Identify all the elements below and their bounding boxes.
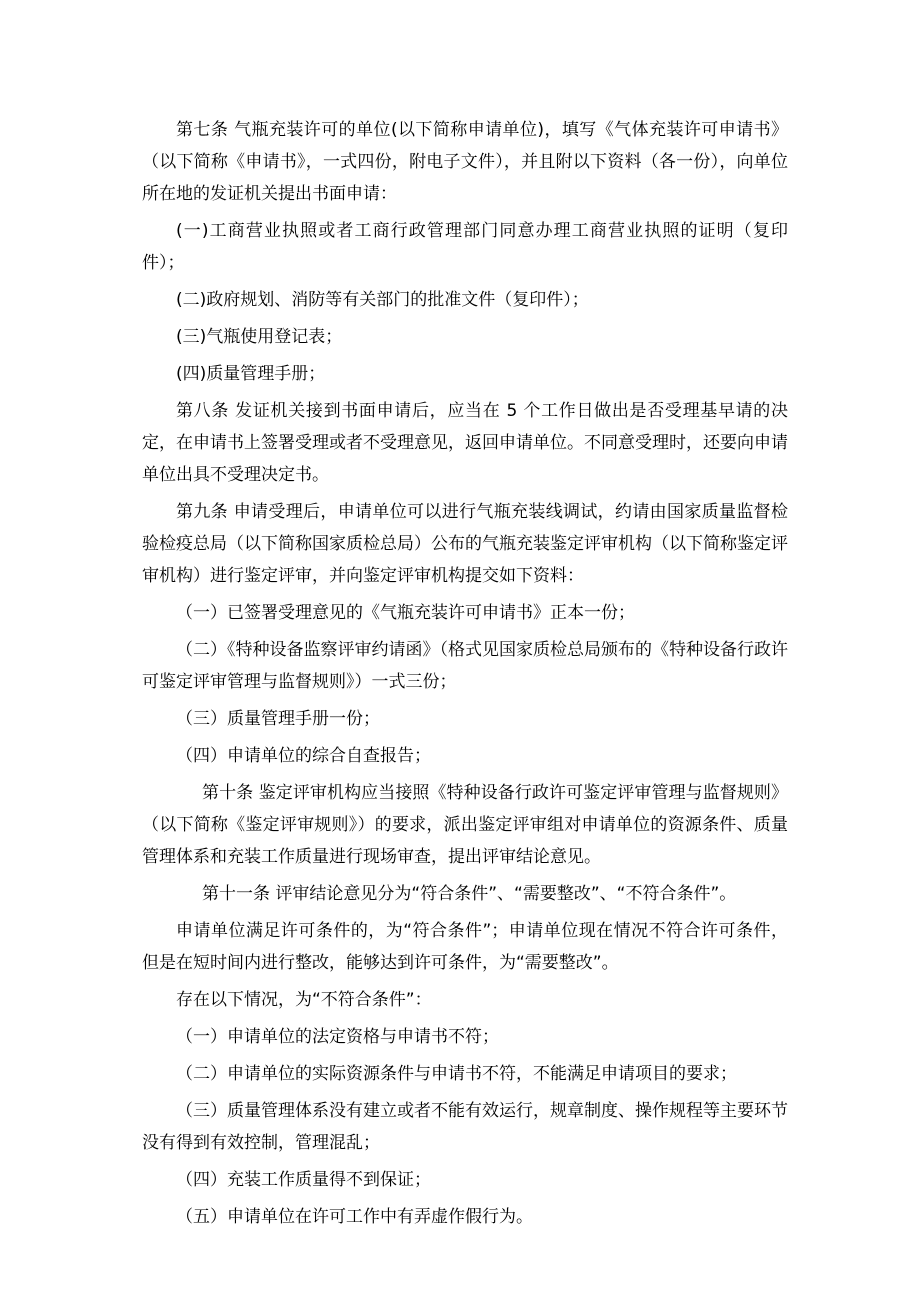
paragraph: 第十条 鉴定评审机构应当接照《特种设备行政许可鉴定评审管理与监督规则》（以下简称《鉴定评审规则》）的要求，派出鉴定评审组对申请单位的资源条件、质量管理体系和充装工作质量进行现场审查，提出评审结论意见。 <box>142 783 788 867</box>
paragraph: 第十一条 评审结论意见分为“符合条件”、“需要整改”、“不符合条件”。 <box>202 884 737 904</box>
paragraph: (二)政府规划、消防等有关部门的批准文件（复印件）； <box>176 290 589 310</box>
paragraph: (三)气瓶使用登记表； <box>176 327 343 347</box>
paragraph: 申请单位满足许可条件的，为“符合条件”；申请单位现在情况不符合许可条件，但是在短时间内进行整改，能够达到许可条件，为“需要整改”。 <box>142 921 788 973</box>
document-body <box>142 114 788 1238</box>
paragraph: （一）已签署受理意见的《气瓶充装许可申请书》正本一份； <box>176 603 635 623</box>
paragraph: （三）质量管理手册一份； <box>176 709 380 729</box>
paragraph: (一)工商营业执照或者工商行政管理部门同意办理工商营业执照的证明（复印件）； <box>142 221 788 273</box>
paragraph: （三）质量管理体系没有建立或者不能有效运行，规章制度、操作规程等主要环节没有得到有效控制，管理混乱； <box>142 1101 788 1153</box>
paragraph: （四）充装工作质量得不到保证； <box>176 1170 431 1190</box>
paragraph: （四）申请单位的综合自查报告； <box>176 746 431 766</box>
paragraph: （二）申请单位的实际资源条件与申请书不符，不能满足申请项目的要求； <box>176 1064 737 1084</box>
paragraph: 第八条 发证机关接到书面申请后，应当在 5 个工作日做出是否受理基早请的决定，在申请书上签署受理或者不受理意见，返回申请单位。不同意受理时，还要向申请单位出具不受理决定书。 <box>142 401 788 485</box>
paragraph: 第九条 申请受理后，申请单位可以进行气瓶充装线调试，约请由国家质量监督检验检疫总局（以下简称国家质检总局）公布的气瓶充装鉴定评审机构（以下简称鉴定评审机构）进行鉴定评审，并向鉴定评审机构提交如下资料： <box>142 502 788 586</box>
paragraph: 第七条 气瓶充装许可的单位(以下简称申请单位)，填写《气体充装许可申请书》（以下简称《申请书》，一式四份，附电子文件），并且附以下资料（各一份），向单位所在地的发证机关提出书面申请： <box>142 120 788 204</box>
paragraph: （五）申请单位在许可工作中有弄虚作假行为。 <box>176 1207 533 1227</box>
paragraph: （二）《特种设备监察评审约请函》（格式见国家质检总局颁布的《特种设备行政许可鉴定评审管理与监督规则》）一式三份； <box>142 640 788 692</box>
paragraph: 存在以下情况，为“不符合条件”： <box>176 990 432 1010</box>
paragraph: （一）申请单位的法定资格与申请书不符； <box>176 1027 499 1047</box>
paragraph: (四)质量管理手册； <box>176 364 326 384</box>
